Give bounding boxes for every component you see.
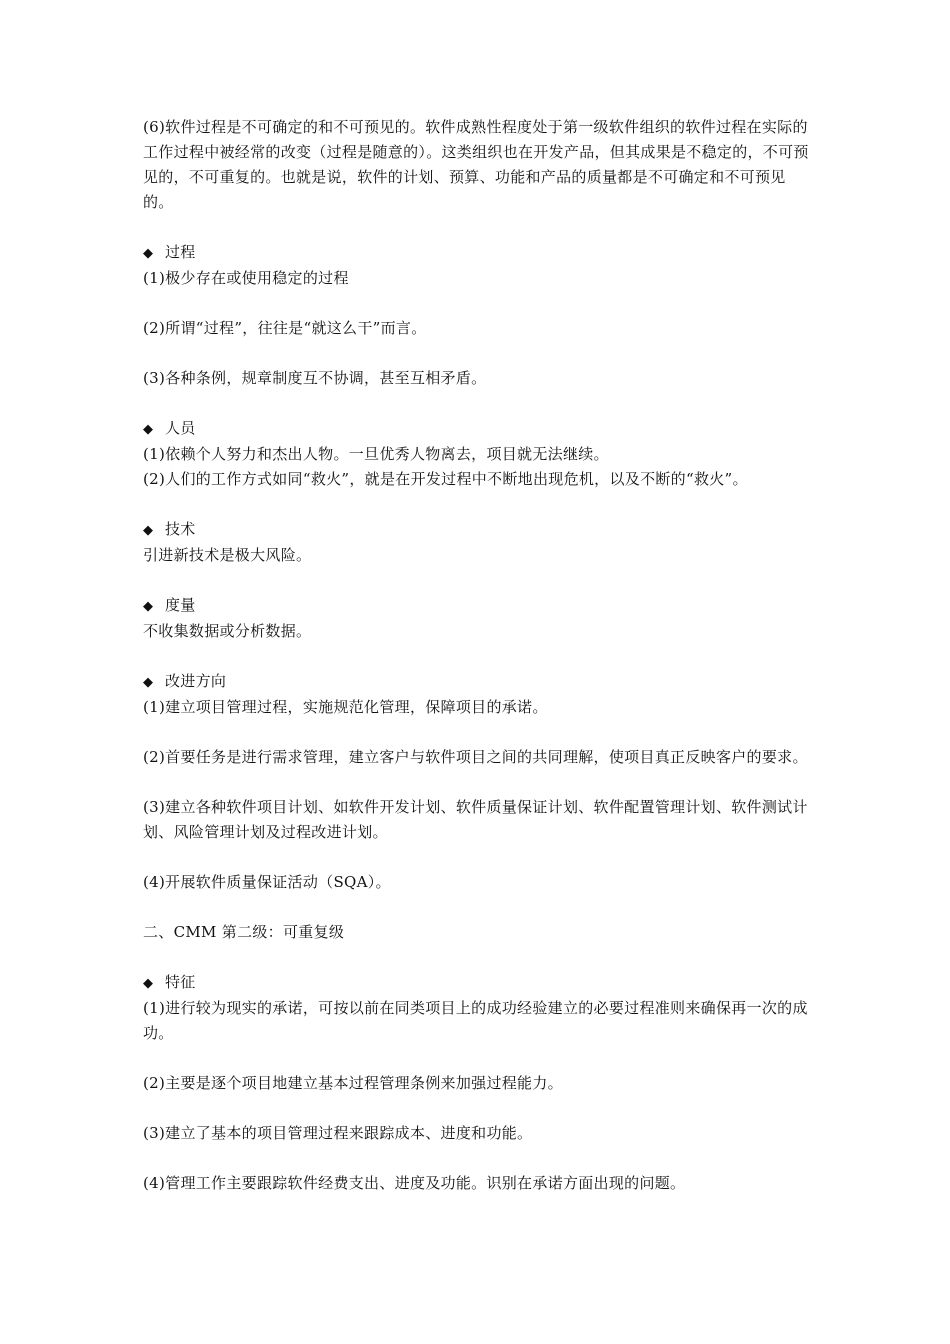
features-item-3: (3)建立了基本的项目管理过程来跟踪成本、进度和功能。 [143,1124,533,1142]
spacer [143,720,811,745]
process-heading-text: 过程 [165,243,196,261]
process-heading [143,240,811,266]
spacer [143,492,811,517]
improvement-heading [143,669,811,695]
document-body [143,115,811,1196]
spacer [143,215,811,240]
features-heading [143,970,811,996]
spacer [143,291,811,316]
process-item-3: (3)各种条例，规章制度互不协调，甚至互相矛盾。 [143,369,487,387]
technology-heading-text: 技术 [165,520,196,538]
improvement-item-1: (1)建立项目管理过程，实施规范化管理，保障项目的承诺。 [143,698,548,716]
spacer [143,1096,811,1121]
people-heading [143,416,811,442]
improvement-item-4: (4)开展软件质量保证活动（SQA）。 [143,873,391,891]
measurement-heading-text: 度量 [165,596,196,614]
diamond-bullet-icon: ◆ [143,599,154,614]
diamond-bullet-icon: ◆ [143,675,154,690]
improvement-item-2: (2)首要任务是进行需求管理，建立客户与软件项目之间的共同理解，使项目真正反映客户的要求。 [143,748,808,766]
people-item-2: (2)人们的工作方式如同“救火”，就是在开发过程中不断地出现危机，以及不断的“救火”。 [143,470,748,488]
spacer [143,341,811,366]
spacer [143,1046,811,1071]
diamond-bullet-icon: ◆ [143,246,154,261]
section-2-title: 二、CMM 第二级：可重复级 [143,923,345,941]
improvement-heading-text: 改进方向 [165,672,227,690]
spacer [143,845,811,870]
spacer [143,945,811,970]
features-item-4: (4)管理工作主要跟踪软件经费支出、进度及功能。识别在承诺方面出现的问题。 [143,1174,686,1192]
features-item-2: (2)主要是逐个项目地建立基本过程管理条例来加强过程能力。 [143,1074,563,1092]
people-heading-text: 人员 [165,419,196,437]
people-item-1: (1)依赖个人努力和杰出人物。一旦优秀人物离去，项目就无法继续。 [143,445,609,463]
intro-paragraph: (6)软件过程是不可确定的和不可预见的。软件成熟性程度处于第一级软件组织的软件过程在实际的工作过程中被经常的改变（过程是随意的）。这类组织也在开发产品，但其成果是不稳定的，不可预见的，不可重复的。也就是说，软件的计划、预算、功能和产品的质量都是不可确定和不可预见的。 [143,118,809,211]
diamond-bullet-icon: ◆ [143,976,154,991]
spacer [143,770,811,795]
features-heading-text: 特征 [165,973,196,991]
spacer [143,895,811,920]
process-item-1: (1)极少存在或使用稳定的过程 [143,269,349,287]
spacer [143,568,811,593]
improvement-item-3: (3)建立各种软件项目计划、如软件开发计划、软件质量保证计划、软件配置管理计划、软件测试计划、风险管理计划及过程改进计划。 [143,798,808,841]
technology-item-1: 引进新技术是极大风险。 [143,546,312,564]
process-item-2: (2)所谓“过程”，往往是“就这么干”而言。 [143,319,427,337]
features-item-1: (1)进行较为现实的承诺，可按以前在同类项目上的成功经验建立的必要过程准则来确保再一次的成功。 [143,999,808,1042]
spacer [143,1146,811,1171]
diamond-bullet-icon: ◆ [143,523,154,538]
spacer [143,644,811,669]
diamond-bullet-icon: ◆ [143,422,154,437]
technology-heading [143,517,811,543]
measurement-item-1: 不收集数据或分析数据。 [143,622,312,640]
spacer [143,391,811,416]
measurement-heading [143,593,811,619]
